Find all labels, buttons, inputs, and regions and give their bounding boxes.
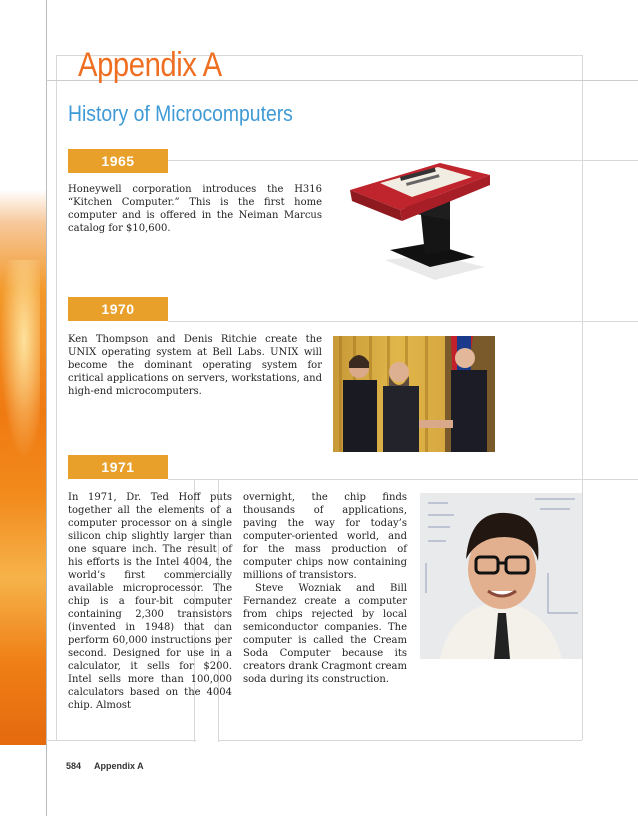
paragraph: Ken Thompson and Denis Ritchie create the UNIX operating system at Bell Labs. UNIX will become the dominant operating system for critical applications on servers, workstations, and high-end microcomputers.: [68, 334, 322, 397]
frame-line: [168, 479, 638, 480]
unix-award-photo: [333, 336, 495, 452]
ted-hoff-portrait: [420, 493, 582, 659]
year-tab-1965: 1965: [68, 149, 168, 173]
award-scene: [333, 336, 495, 452]
flame-highlight: [0, 260, 40, 460]
frame-line: [46, 740, 196, 741]
paragraph: Honeywell corporation introduces the H316 “Kitchen Computer.” This is the first home computer and is offered in the Neiman Marcus catalog for $10,600.: [68, 184, 322, 234]
page-frame-left: [46, 0, 47, 816]
page-number: 584: [66, 761, 82, 771]
entry-text-1971-col2: [243, 491, 407, 686]
frame-line: [582, 55, 583, 740]
portrait-illustration: [420, 493, 582, 659]
section-title: History of Microcomputers: [68, 101, 293, 126]
paragraph: Steve Wozniak and Bill Fernandez create a computer from chips rejected by local semiconductor companies. The computer is called the Cream Soda Computer because its creators drank Cragmont cream soda during its construction.: [243, 583, 407, 685]
frame-line: [168, 321, 638, 322]
frame-line: [56, 55, 57, 740]
footer-label: Appendix A: [94, 761, 144, 771]
chapter-title: Appendix A: [78, 46, 222, 84]
entry-text-1965: [68, 183, 322, 235]
entry-text-1970: [68, 333, 322, 398]
paragraph: In 1971, Dr. Ted Hoff puts together all the elements of a computer processor on a single silicon chip slightly larger than one square inch. The result of his efforts is the Intel 4004, the world’s first commercially available microprocessor. The chip is a four-bit computer containing 2,300 transistors (invented in 1948) that can perform 60,000 instructions per second. Designed for use in a calculator, it sells for $200. Intel sells more than 100,000 calculators based on the 4004 chip. Almost: [68, 492, 232, 711]
year-tab-1971: 1971: [68, 455, 168, 479]
entry-text-1971-col1: [68, 491, 232, 712]
kitchen-computer-illustration: [340, 155, 492, 285]
year-tab-1970: 1970: [68, 297, 168, 321]
kitchen-computer-image: [340, 155, 492, 285]
paragraph: overnight, the chip finds thousands of applications, paving the way for today’s computer-oriented world, and for the mass production of computer chips now containing millions of transistors.: [243, 492, 407, 581]
frame-line: [218, 740, 582, 741]
